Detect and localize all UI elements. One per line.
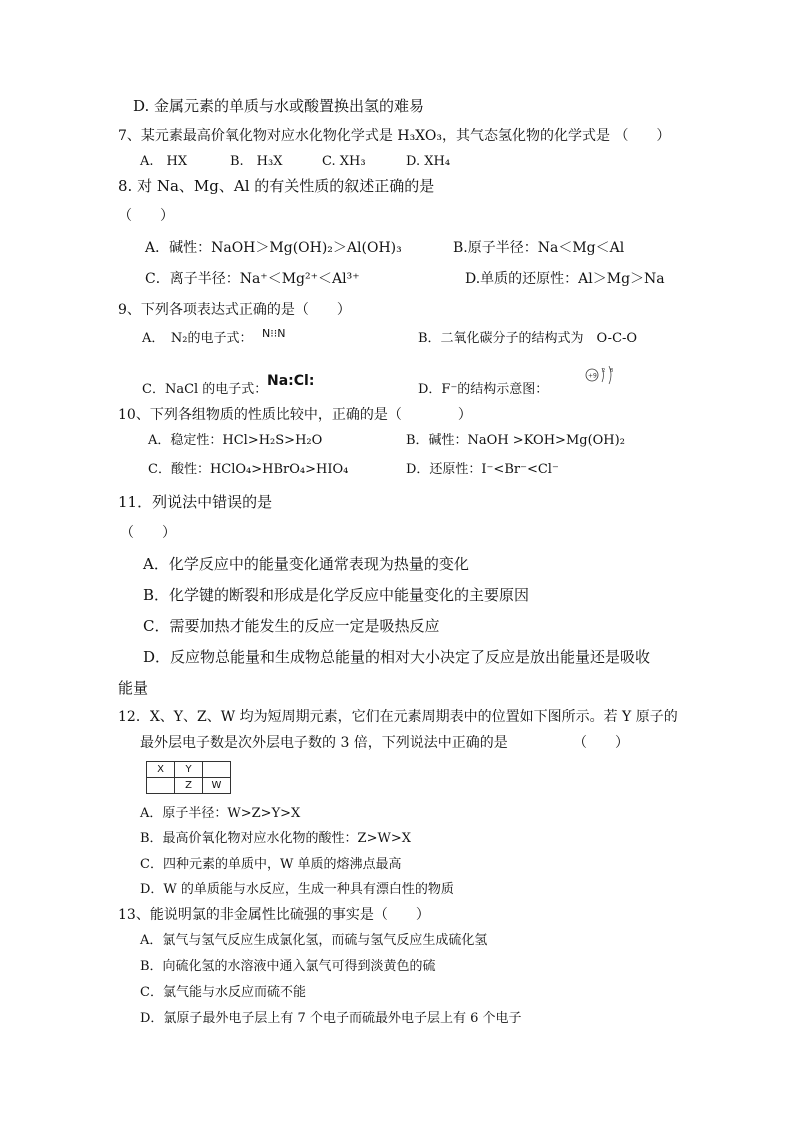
- q12-option-b: B．最高价氧化物对应水化物的酸性：Z>W>X: [140, 831, 411, 846]
- q10-option-a: A．稳定性：HCl>H₂S>H₂O: [148, 433, 323, 448]
- q9-option-a: A． N₂的电子式：: [142, 331, 253, 346]
- q13-option-c: C．氯气能与水反应而硫不能: [140, 985, 306, 1000]
- q11-option-b: B．化学键的断裂和形成是化学反应中能量变化的主要原因: [143, 586, 530, 604]
- q13-option-b: B．向硫化氢的水溶液中通入氯气可得到淡黄色的硫: [140, 959, 436, 974]
- q8-stem: 8. 对 Na、Mg、Al 的有关性质的叙述正确的是: [118, 177, 435, 195]
- q7-option-a: A. HX: [140, 154, 188, 169]
- q9-option-b: B．二氧化碳分子的结构式为 O-C-O: [418, 331, 638, 346]
- table-cell: W: [203, 778, 231, 794]
- q12-option-c: C．四种元素的单质中，W 单质的熔沸点最高: [140, 857, 402, 872]
- q8-option-d: D.单质的还原性：Al＞Mg＞Na: [465, 271, 665, 287]
- table-row: [147, 778, 231, 794]
- q10-option-b: B．碱性：NaOH >KOH>Mg(OH)₂: [406, 433, 625, 448]
- q11-option-d-line2: 能量: [118, 679, 149, 697]
- q9-stem: 9、下列各项表达式正确的是（ ）: [118, 302, 351, 318]
- q10-option-d: D．还原性：I⁻<Br⁻<Cl⁻: [406, 462, 559, 477]
- q7-option-b: B. H₃X: [230, 154, 283, 169]
- q6-option-d: D. 金属元素的单质与水或酸置换出氢的难易: [133, 97, 425, 115]
- q8-paren: （ ）: [118, 208, 174, 224]
- svg-text:+9: +9: [588, 372, 597, 380]
- q12-option-a: A．原子半径：W>Z>Y>X: [140, 806, 301, 821]
- table-cell: Z: [175, 778, 203, 794]
- svg-text:8: 8: [610, 368, 614, 374]
- q13-option-a: A．氯气与氢气反应生成氯化氢，而硫与氢气反应生成硫化氢: [140, 933, 488, 948]
- periodic-position-table: [146, 761, 231, 794]
- q9-option-c: C．NaCl 的电子式：: [142, 382, 268, 397]
- q9-option-d: D．F⁻的结构示意图：: [418, 382, 549, 397]
- svg-text:2: 2: [602, 368, 606, 374]
- q11-option-d-line1: D．反应物总能量和生成物总能量的相对大小决定了反应是放出能量还是吸收: [143, 648, 651, 666]
- table-cell: X: [147, 762, 175, 778]
- q12-stem-line2: 最外层电子数是次外层电子数的 3 倍，下列说法中正确的是: [140, 735, 508, 751]
- q7-stem: 7、某元素最高价氧化物对应水化物化学式是 H₃XO₃，其气态氢化物的化学式是 （ ）: [118, 128, 671, 144]
- q11-stem: 11．列说法中错误的是: [118, 493, 273, 511]
- q7-option-d: D. XH₄: [406, 154, 451, 169]
- table-row: [147, 762, 231, 778]
- nacl-electron-formula-image: Na:Cl:: [267, 373, 315, 389]
- q13-stem: 13、能说明氯的非金属性比硫强的事实是（ ）: [118, 907, 430, 923]
- n2-electron-formula-image: N⁝⁝N: [262, 327, 286, 340]
- q11-paren: （ ）: [120, 525, 176, 541]
- q7-option-c: C. XH₃: [322, 154, 366, 169]
- q11-option-c: C．需要加热才能发生的反应一定是吸热反应: [143, 617, 440, 635]
- q8-option-c: C．离子半径：Na⁺＜Mg²⁺＜Al³⁺: [145, 271, 360, 287]
- q12-option-d: D．W 的单质能与水反应，生成一种具有漂白性的物质: [140, 882, 454, 897]
- q8-option-a: A．碱性：NaOH＞Mg(OH)₂＞Al(OH)₃: [145, 240, 402, 256]
- table-cell: [203, 762, 231, 778]
- fluoride-structure-diagram-icon: [583, 362, 623, 392]
- q10-stem: 10、下列各组物质的性质比较中，正确的是（ ）: [118, 407, 472, 423]
- q10-option-c: C．酸性：HClO₄>HBrO₄>HIO₄: [148, 462, 349, 477]
- q8-option-b: B.原子半径：Na＜Mg＜Al: [453, 240, 625, 256]
- q12-stem-line1: 12．X、Y、Z、W 均为短周期元素，它们在元素周期表中的位置如下图所示。若 Y 原子的: [118, 709, 678, 725]
- q12-paren: （ ）: [573, 735, 629, 751]
- table-cell: [147, 778, 175, 794]
- q13-option-d: D．氯原子最外电子层上有 7 个电子而硫最外电子层上有 6 个电子: [140, 1011, 522, 1026]
- table-cell: Y: [175, 762, 203, 778]
- q11-option-a: A．化学反应中的能量变化通常表现为热量的变化: [143, 555, 469, 573]
